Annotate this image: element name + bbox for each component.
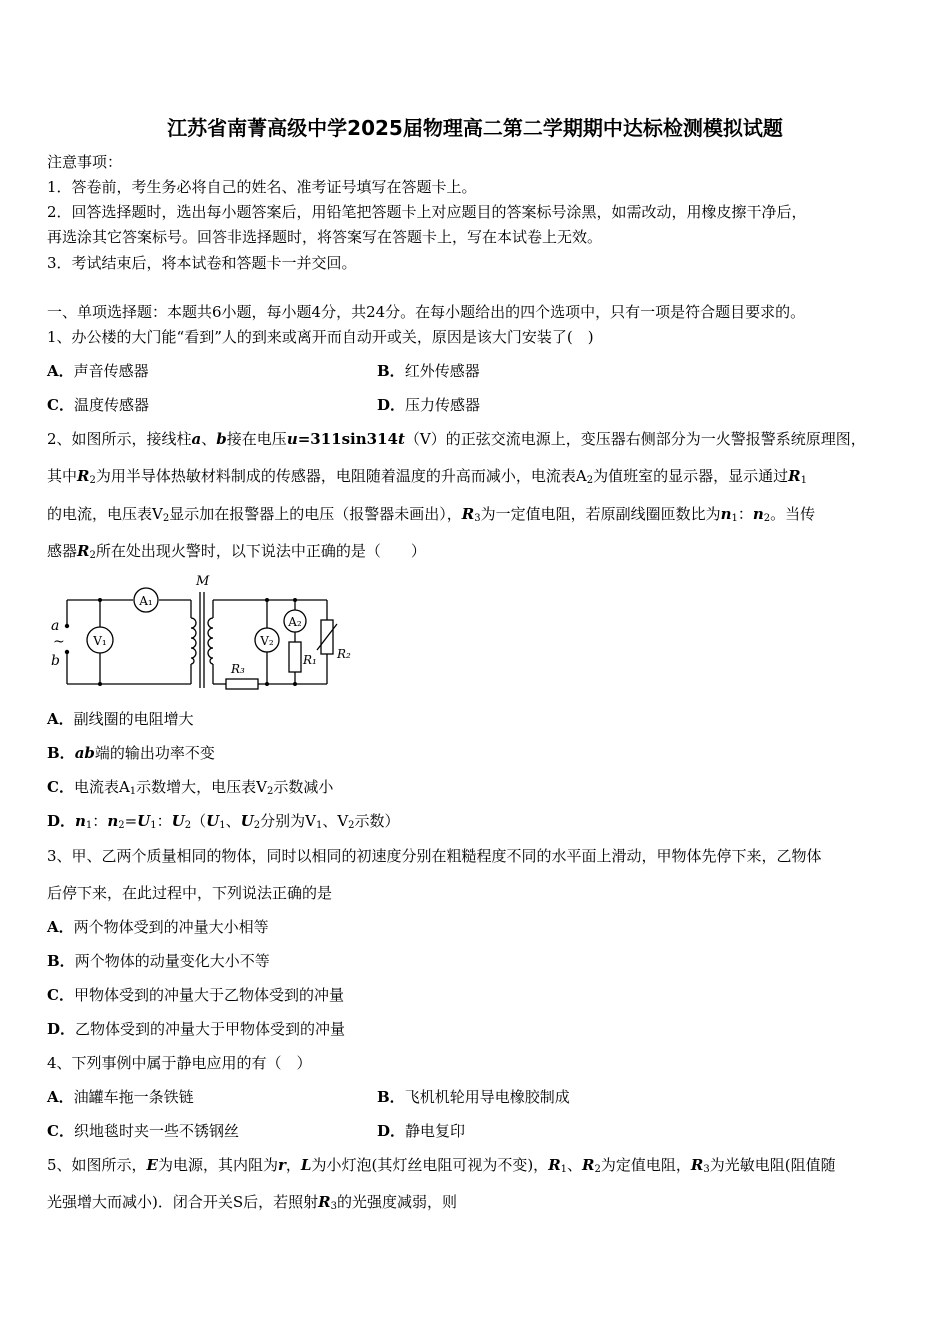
q4-option-d[interactable]: D．静电复印 [377,1122,466,1140]
q2-option-c[interactable]: C．电流表$A_1$示数增大，电压表$V_2$示数减小 [47,778,334,797]
notice-item: 再选涂其它答案标号。回答非选择题时，将答案写在答题卡上，写在本试卷上无效。 [47,228,603,246]
q1-option-c[interactable]: C．温度传感器 [47,396,149,414]
question-5-stem-line: 5、如图所示，E为电源，其内阻为r，L为小灯泡(其灯丝电阻可视为不变)，$R_1$、$R_2$为定值电阻，$R_3$为光敏电阻(阻值随 [47,1156,836,1175]
q2-option-a[interactable]: A．副线圈的电阻增大 [47,710,194,728]
notice-item: 1．答卷前，考生务必将自己的姓名、准考证号填写在答题卡上。 [47,178,477,196]
q3-option-a[interactable]: A．两个物体受到的冲量大小相等 [47,918,269,936]
figure-label-v2: V₂ [260,634,274,648]
question-2-stem-line: 感器$R_2$所在处出现火警时，以下说法中正确的是（ ） [47,542,426,561]
figure-label-m: M [196,574,210,589]
q1-option-d[interactable]: D．压力传感器 [377,396,481,414]
question-2-stem-line: 的电流，电压表$V_2$显示加在报警器上的电压（报警器未画出），$R_3$为一定值电阻，若原副线圈匝数比为$n_1$：$n_2$。当传 [47,505,816,524]
notice-item: 3．考试结束后，将本试卷和答题卡一并交回。 [47,254,357,272]
question-2-stem-line: 其中$R_2$为用半导体热敏材料制成的传感器，电阻随着温度的升高而减小，电流表$A_2$为值班室的显示器，显示通过$R_1$ [47,467,807,486]
section-heading: 一、单项选择题：本题共6小题，每小题4分，共24分。在每小题给出的四个选项中，只有一项是符合题目要求的。 [47,303,806,321]
q3-option-b[interactable]: B．两个物体的动量变化大小不等 [47,952,270,970]
q4-option-a[interactable]: A．油罐车拖一条铁链 [47,1088,194,1106]
question-3-stem-line: 后停下来，在此过程中，下列说法正确的是 [47,884,333,902]
q3-option-c[interactable]: C．甲物体受到的冲量大于乙物体受到的冲量 [47,986,344,1004]
notice-item: 2．回答选择题时，选出每小题答案后，用铅笔把答题卡上对应题目的答案标号涂黑，如需改动，用橡皮擦干净后， [47,203,807,221]
figure-label-b: b [51,653,60,669]
q3-option-d[interactable]: D．乙物体受到的冲量大于甲物体受到的冲量 [47,1020,346,1038]
figure-label-r3: R₃ [231,662,245,676]
page-title: 江苏省南菁高级中学2025届物理高二第二学期期中达标检测模拟试题 [167,116,783,140]
figure-label-a1: A₁ [139,594,153,608]
question-4-stem: 4、下列事例中属于静电应用的有（ ） [47,1054,312,1072]
figure-label-ac: ~ [53,634,65,650]
question-2-stem-line: 2、如图所示，接线柱a、b接在电压u=311sin314t（V）的正弦交流电源上，变压器右侧部分为一火警报警系统原理图， [47,430,866,448]
q4-option-b[interactable]: B．飞机机轮用导电橡胶制成 [377,1088,570,1106]
notice-heading: 注意事项： [47,153,123,171]
figure-label-r1: R₁ [303,653,317,667]
figure-label-a2: A₂ [288,615,302,629]
question-5-stem-line: 光强增大而减小)．闭合开关S后，若照射$R_3$的光强度减弱，则 [47,1193,457,1212]
q2-option-d[interactable]: D．$n_1$：$n_2=U_1$：$U_2(U_1$、$U_2$分别为$V_1$、$V_2$示数） [47,812,400,831]
q2-option-b[interactable]: B．ab端的输出功率不变 [47,744,215,762]
figure-label-r2: R₂ [337,647,351,661]
q1-option-a[interactable]: A．声音传感器 [47,362,149,380]
transformer-alarm-circuit-figure [45,572,365,694]
q4-option-c[interactable]: C．织地毯时夹一些不锈钢丝 [47,1122,239,1140]
figure-label-a: a [51,618,60,634]
q1-option-b[interactable]: B．红外传感器 [377,362,480,380]
question-1-stem: 1、办公楼的大门能“看到”人的到来或离开而自动开或关，原因是该大门安装了( ) [47,328,594,346]
question-3-stem-line: 3、甲、乙两个质量相同的物体，同时以相同的初速度分别在粗糙程度不同的水平面上滑动，甲物体先停下来，乙物体 [47,847,822,865]
figure-label-v1: V₁ [93,634,107,648]
